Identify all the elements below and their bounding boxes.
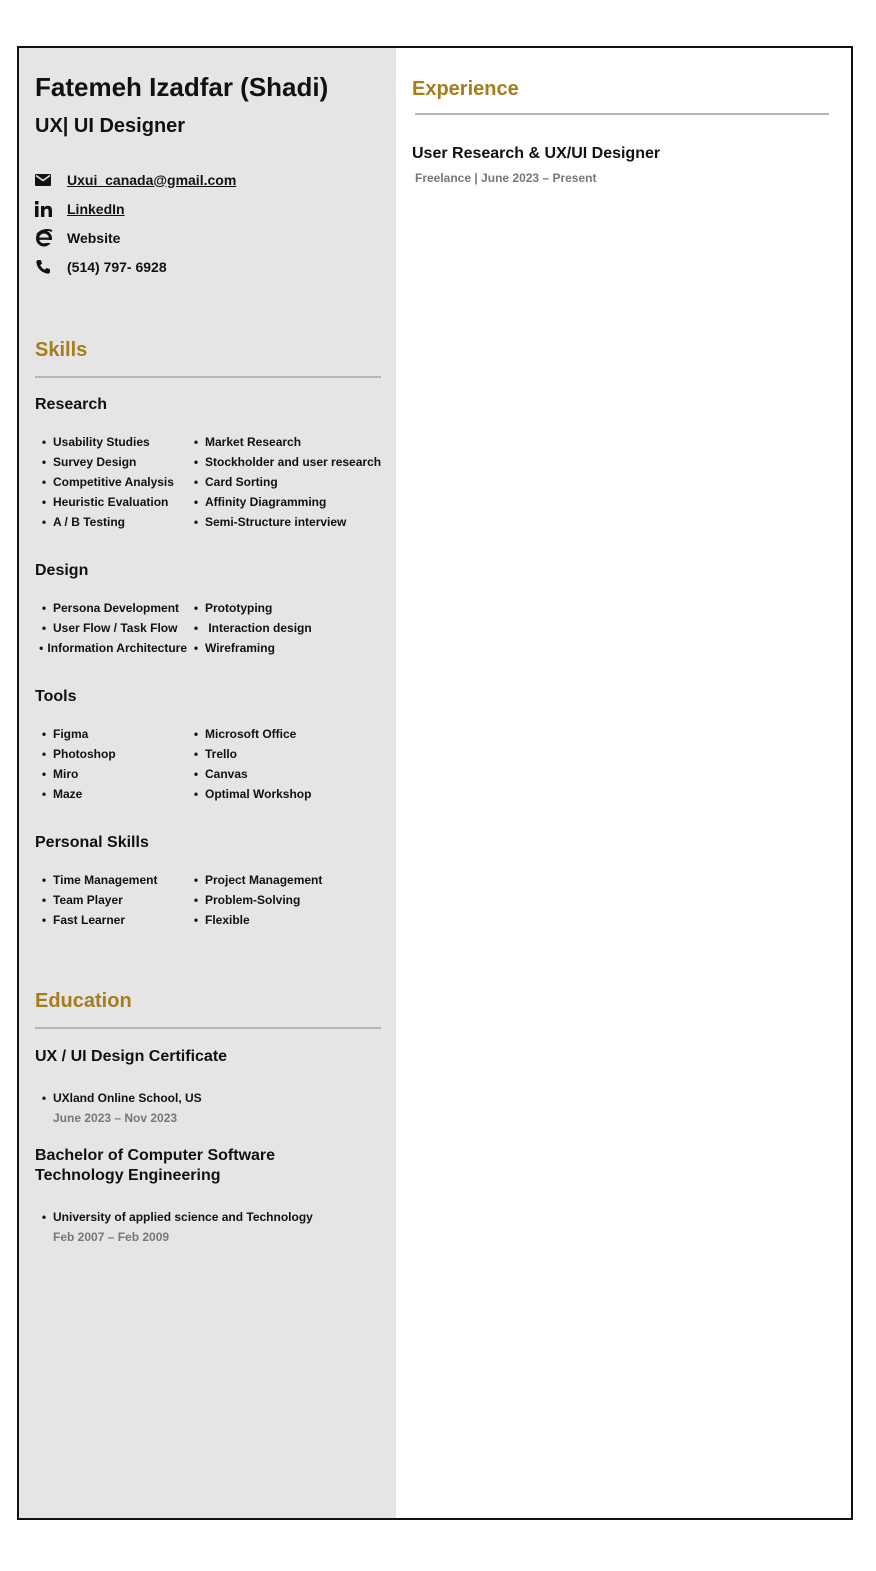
skill-label: Survey Design [53, 455, 137, 469]
skill-label: Canvas [205, 767, 248, 781]
bullet-icon: • [41, 621, 47, 635]
skill-label: Market Research [205, 435, 302, 449]
resume-page [17, 46, 853, 1520]
person-name: Fatemeh Izadfar (Shadi) [35, 72, 329, 102]
skill-label: Photoshop [53, 747, 116, 761]
skill-label: Information Architecture [47, 641, 187, 655]
education-dates: Feb 2007 – Feb 2009 [53, 1230, 170, 1244]
skill-group-title: Design [35, 562, 89, 579]
job-meta: Freelance | June 2023 – Present [415, 171, 597, 185]
skills-heading: Skills [35, 339, 88, 361]
bullet-icon: • [193, 455, 199, 469]
skill-group [35, 396, 381, 532]
skill-item [35, 784, 187, 804]
skill-item [187, 492, 381, 512]
skill-item [35, 512, 187, 532]
contact-linkedin[interactable] [35, 194, 381, 223]
contact-website[interactable] [35, 223, 381, 252]
skill-item [187, 870, 381, 890]
bullet-icon: • [193, 893, 199, 907]
skill-list [35, 598, 381, 658]
bullet-icon: • [193, 873, 199, 887]
education-dates: June 2023 – Nov 2023 [53, 1111, 178, 1125]
skill-group [35, 834, 381, 930]
bullet-icon: • [41, 435, 47, 449]
skill-item [187, 472, 381, 492]
skill-label: Trello [205, 747, 238, 761]
education-entry [35, 1047, 381, 1128]
bullet-icon: • [193, 747, 199, 761]
bullet-icon: • [41, 767, 47, 781]
skill-group-title: Research [35, 396, 108, 413]
skill-item [187, 432, 381, 452]
bullet-icon: • [41, 455, 47, 469]
skill-label: Team Player [53, 893, 123, 907]
skill-list [35, 870, 381, 930]
skill-groups [35, 396, 381, 930]
linkedin-link[interactable]: LinkedIn [67, 200, 125, 217]
bullet-icon: • [193, 641, 199, 655]
skill-group [35, 562, 381, 658]
skill-item [187, 724, 381, 744]
bullet-icon: • [41, 727, 47, 741]
education-entry [35, 1146, 381, 1247]
skill-label: Affinity Diagramming [205, 495, 327, 509]
bullet-icon: • [41, 515, 47, 529]
contact-list [35, 165, 381, 281]
skill-item [187, 890, 381, 910]
skill-label: Stockholder and user research [205, 455, 382, 469]
education-school: • University of applied science and Technology [35, 1207, 381, 1227]
bullet-icon: • [193, 767, 199, 781]
skill-item [187, 452, 381, 472]
skill-list [35, 724, 381, 804]
contact-phone[interactable] [35, 252, 381, 281]
education-divider [35, 1027, 381, 1029]
skill-item [187, 744, 381, 764]
skill-label: Figma [53, 727, 89, 741]
phone-number: (514) 797- 6928 [67, 258, 167, 275]
job-title: User Research & UX/UI Designer [412, 145, 661, 162]
education-school: • UXland Online School, US [35, 1088, 381, 1108]
bullet-icon: • [41, 893, 47, 907]
skill-group-title: Personal Skills [35, 834, 149, 851]
job-role: UX| UI Designer [35, 115, 186, 137]
skill-group-title: Tools [35, 688, 77, 705]
skill-label: Project Management [205, 873, 323, 887]
skill-label: Flexible [205, 913, 250, 927]
skill-label: Card Sorting [205, 475, 278, 489]
skill-label: Prototyping [205, 601, 273, 615]
skill-label: Time Management [53, 873, 158, 887]
experience-heading: Experience [412, 78, 519, 100]
skill-item [35, 618, 187, 638]
email-icon [35, 174, 67, 186]
right-column [396, 48, 851, 1518]
skill-item [35, 890, 187, 910]
skill-item [187, 910, 381, 930]
education-title: Bachelor of Computer Software Technology Engineering [35, 1147, 276, 1184]
skill-label: Semi-Structure interview [205, 515, 347, 529]
skill-item [35, 598, 187, 618]
bullet-icon: • [41, 873, 47, 887]
bullet-icon: • [193, 913, 199, 927]
skill-item [187, 618, 381, 638]
skill-group [35, 688, 381, 804]
skill-label: User Flow / Task Flow [53, 621, 178, 635]
bullet-icon: • [41, 913, 47, 927]
left-column [19, 48, 396, 1518]
education-heading: Education [35, 990, 132, 1012]
school-name: University of applied science and Technology [53, 1210, 313, 1224]
skill-label: Fast Learner [53, 913, 126, 927]
skill-label: Wireframing [205, 641, 275, 655]
skill-label: Persona Development [53, 601, 180, 615]
skill-item [187, 638, 381, 658]
skill-item [35, 472, 187, 492]
bullet-icon: • [41, 475, 47, 489]
skill-item [35, 910, 187, 930]
skill-item [187, 764, 381, 784]
bullet-icon: • [41, 495, 47, 509]
skill-label: A / B Testing [53, 515, 125, 529]
bullet-icon: • [193, 475, 199, 489]
skill-item [35, 492, 187, 512]
bullet-icon: • [193, 787, 199, 801]
school-name: UXland Online School, US [53, 1091, 202, 1105]
skill-label: Maze [53, 787, 83, 801]
website-icon [35, 229, 67, 247]
skill-label: Problem-Solving [205, 893, 301, 907]
skill-item [35, 744, 187, 764]
skill-item [187, 512, 381, 532]
skill-item [35, 724, 187, 744]
contact-email[interactable] [35, 165, 381, 194]
bullet-icon: • [39, 641, 44, 655]
skill-item [187, 598, 381, 618]
bullet-icon: • [193, 621, 199, 635]
email-link[interactable]: Uxui_canada@gmail.com [67, 171, 237, 188]
skill-item [35, 432, 187, 452]
skill-list [35, 432, 381, 532]
skills-divider [35, 376, 381, 378]
bullet-icon: • [193, 435, 199, 449]
skill-label: Usability Studies [53, 435, 150, 449]
skill-label: Optimal Workshop [205, 787, 312, 801]
experience-divider [415, 113, 829, 115]
skill-label: Miro [53, 767, 79, 781]
skill-item [35, 638, 187, 658]
website-link[interactable]: Website [67, 229, 121, 246]
phone-icon [35, 259, 67, 275]
skill-item [35, 452, 187, 472]
skill-item [187, 784, 381, 804]
bullet-icon: • [193, 601, 199, 615]
skill-label: Competitive Analysis [53, 475, 174, 489]
bullet-icon: • [41, 601, 47, 615]
bullet-icon: • [41, 787, 47, 801]
bullet-icon: • [193, 727, 199, 741]
skill-item [35, 870, 187, 890]
bullet-icon: • [41, 747, 47, 761]
skill-item [35, 764, 187, 784]
skill-label: Interaction design [205, 621, 312, 635]
bullet-icon: • [193, 495, 199, 509]
bullet-icon: • [193, 515, 199, 529]
skill-label: Microsoft Office [205, 727, 297, 741]
skill-label: Heuristic Evaluation [53, 495, 169, 509]
linkedin-icon [35, 201, 67, 217]
education-title: UX / UI Design Certificate [35, 1048, 228, 1065]
